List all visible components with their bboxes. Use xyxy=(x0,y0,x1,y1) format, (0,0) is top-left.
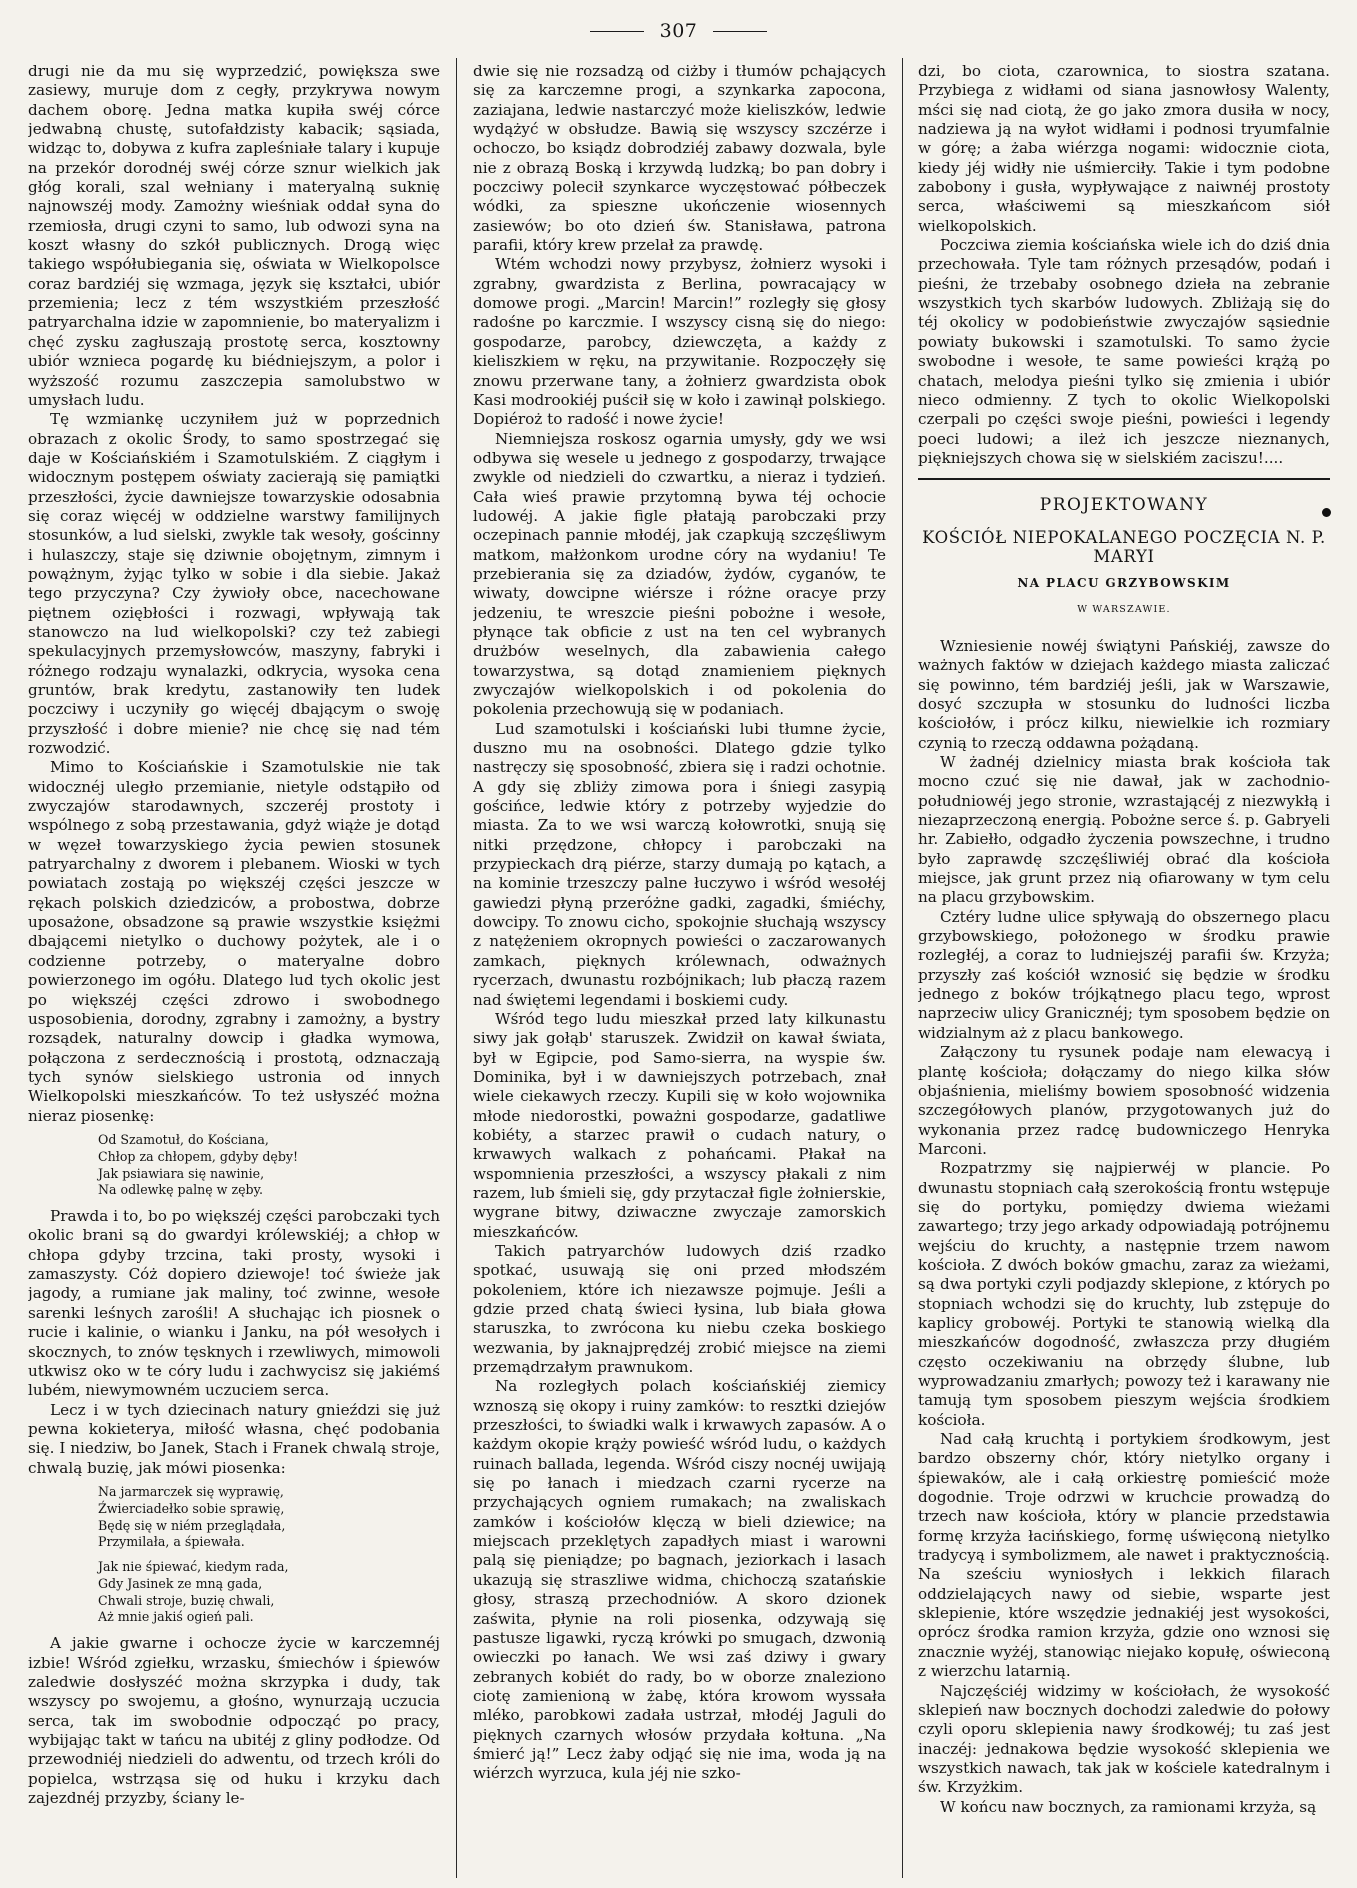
verse-line: Chłop za chłopem, gdyby dęby! xyxy=(98,1148,299,1164)
paragraph: Tę wzmiankę uczyniłem już w poprzednich obrazach z okolic Środy, to samo spostrzegać się daje w Kościańskiém i Szamotulskiém. Z ciągłym i widocznym postępem oświaty zacierają się pamiątki przeszłości, życie dawniejsze towarzyskie odosabnia się coraz więcéj w oddzielne warstwy familijnych stosunków, a lud sielski, zwykle tak wesoły, gościnny i hulaszczy, staje się dziwnie obojętnym, zimnym i powążnym, żyjąc tylko w sobie i dla siebie. Jakaż tego przyczyna? Czy żywioły obce, nacechowane piętnem oziębłości i rozwagi, wpływają tak stanowczo na lud wielkopolski? czy też zabiegi spekulacyjnych przemysłowców, maszyny, fabryki i różnego rodzaju wynalazki, odkrycia, wysoka cena gruntów, brak kredytu, zastanowiły ten ludek poczciwy i uczyniły go więcéj dbającym o swoję przyszłość i dobre mienie? nie chcę się nad tém rozwodzić. xyxy=(28,410,440,758)
paragraph: Na rozległych polach kościańskiéj ziemicy wznoszą się okopy i ruiny zamków: to resztki dziejów przeszłości, to świadki walk i krwawych zapasów. A o każdym okopie krąży powieść wśród ludu, o każdych ruinach ballada, legenda. Wśród ciszy nocnéj uwijają się po łanach i miedzach czarni rycerze na przychających ogniem rumakach; na zwaliskach zamków i kościołów klęczą w bieli dziewice; na miejscach przeklętych zapadłych miast i warowni palą się pieniądze; po bagnach, jeziorkach i lasach ukazują się straszliwe widma, chichoczą szatańskie głosy, straszą przechodniów. A skoro dzionek zaświta, płynie na roli piosenka, odzywają się pastusze ligawki, ryczą krówki po smugach, dzwonią owieczki po łanach. We wsi zaś dziwy i gwary zebranych kobiét do rady, bo w oborze znaleziono ciotę zamienioną w żabę, która krowom wyssała mléko, parobkowi zadała ustrzał, młodéj Jaguli do pięknych czarnych włosów przydała kołtuna. „Na śmierć ją!” Lecz żaby odjąć się nie ima, woda ją na wiérzch wyrzuca, kula jéj nie szko- xyxy=(473,1377,886,1783)
article-subtitle: NA PLACU GRZYBOWSKIM xyxy=(1017,576,1231,591)
paragraph: Rozpatrzmy się najpierwéj w plancie. Po dwunastu stopniach całą szerokością frontu wstępuje się do portyku, pomiędzy dwiema wieżami zawartego; trzy jego arkady odpowiadają potrójnemu wejściu do kruchty, a następnie trzem nawom kościoła. Z dwóch boków gmachu, zaraz za wieżami, są dwa portyki czyli podjazdy sklepione, z których po stopniach wchodzi się do kruchty, lub zstępuje do kaplicy grobowéj. Portyki te stanowią wielką dla mieszkańców dogodność, zwłaszcza przy długiém często oczekiwaniu na obrzędy ślubne, lub wyprowadzaniu zmarłych; powozy też i karawany nie tamują tym sposobem pieszym wejścia środkiem kościoła. xyxy=(918,1159,1330,1429)
verse-line: Źwierciadełko sobie sprawię, xyxy=(98,1500,285,1516)
paragraph: Wtém wchodzi nowy przybysz, żołnierz wysoki i zgrabny, gwardzista z Berlina, powracający w domowe progi. „Marcin! Marcin!” rozległy się głosy radośne po karczmie. I wszyscy cisną się do niego: gospodarze, parobcy, dziewczęta, a każdy z kieliszkiem w ręku, na przywitanie. Rozpoczęły się znowu przerwane tany, a żołnierz gwardzista obok Kasi modrookiéj puścił się w koło i zawinął polskiego. Dopiéroż to radość i nowe życie! xyxy=(473,255,886,429)
paragraph: dwie się nie rozsadzą od ciżby i tłumów pchających się za karczemne progi, a szynkarka zapocona, zaziajana, ledwie nastarczyć może kieliszków, ledwie wydążyć w obsłudze. Bawią się wszyscy szczérze i ochoczo, bo ksiądz dobrodziéj zabawy dozwala, byle nie z obrazą Boską i krzywdą ludzką; bo pan dobry i poczciwy polecił szynkarce wyczęstować półbeczek wódki, za spieszne ukończenie wiosennych zasiewów; bo oto dzień św. Stanisława, patrona parafii, który krew przelał za prawdę. xyxy=(473,62,886,255)
paragraph: drugi nie da mu się wyprzedzić, powiększa swe zasiewy, muruje dom z cegły, przykrywa nowym dachem oborę. Jedna matka kupiła swéj córce jedwabną chustę, sutofałdzisty kabacik; sąsiada, widząc to, dobywa z kufra zapleśniałe talary i kupuje na przekór dorodnéj swéj córze sznur wielkich jak głóg korali, szal wełniany i materyalną suknię najnowszéj mody. Zamożny wieśniak oddał syna do rzemiosła, drugi czyni to samo, lub odwozi syna na koszt własny do szkół publicznych. Drogą więc takiego współubiegania się, oświata w Wielkopolsce coraz bardziéj się wzmaga, język się kształci, ubiór przemienia; lecz z tém wszystkiém przeszłość patryarchalna idzie w zapomnienie, bo materyalizm i chęć zysku zagłuszają prostotę serca, kosztowny ubiór wznieca pogardę ku biédniejszym, a polor i wyższość rozumu zaszczepia samolubstwo w umysłach ludu. xyxy=(28,62,440,409)
verse-line: Jak psiawiara się nawinie, xyxy=(98,1165,265,1181)
header-rule-right xyxy=(713,31,767,32)
article-divider xyxy=(918,478,1330,480)
paragraph: Mimo to Kościańskie i Szamotulskie nie tak widocznéj uległo przemianie, nietyle odstąpiło od zwyczajów starodawnych, szczeréj prostoty i wspólnego z sobą przestawania, gdyż wiąże je dotąd w węzeł towarzyskiego życia pewien stosunek patryarchalny z dworem i plebanem. Wioski w tych powiatach zostają po większéj części jeszcze w rękach polskich dziedziców, a probostwa, dobrze uposażone, obsadzone są prawie wszystkie księżmi dbającemi nietylko o duchowy pożytek, ale i o codzienne potrzeby, o materyalne dobro powierzonego im ogółu. Dlatego lud tych okolic jest po większéj części zdrowo i swobodnego usposobienia, dorodny, zgrabny i zamożny, a bystry rozsądek, naturalny dowcip i gładka wymowa, połączona z serdecznością i prostotą, odznaczają tych synów sielskiego ustronia od innych Wielkopolski mieszkańców. To też usłyszéć można nieraz piosenkę: xyxy=(28,758,440,1125)
verse-line: Jak nie śpiewać, kiedym rada, xyxy=(98,1559,289,1575)
article-title: KOŚCIÓŁ NIEPOKALANEGO POCZĘCIA N. P. MARYI xyxy=(922,527,1326,566)
page-header xyxy=(0,14,1357,48)
stanza xyxy=(98,1132,440,1199)
page-number: 307 xyxy=(659,20,698,42)
verse-line: Gdy Jasinek ze mną gada, xyxy=(98,1575,263,1591)
paragraph: Poczciwa ziemia kościańska wiele ich do dziś dnia przechowała. Tyle tam różnych przesądów, podań i pieśni, że trzebaby osobnego dzieła na zebranie wszystkich tych skarbów ludowych. Zbliżają się do téj okolicy w podobieństwie zwyczajów sąsiednie powiaty bukowski i szamotulski. To samo życie swobodne i wesołe, te same powieści krążą po chatach, melodya pieśni tylko się zmienia i ubiór nieco odmienny. Z tych to okolic Wielkopolski czerpali po części swoje pieśni, powieści i legendy poeci ludowi; a ileż ich jeszcze nieznanych, piękniejszych chowa się w sielskiém zaciszu!.... xyxy=(918,236,1330,467)
verse-line: Na jarmarczek się wyprawię, xyxy=(98,1483,284,1499)
verse-line: Aż mnie jakiś ogień pali. xyxy=(98,1609,254,1625)
verse-line: Od Szamotuł, do Kościana, xyxy=(98,1131,269,1147)
article-kicker: PROJEKTOWANY xyxy=(1039,495,1209,516)
stanza xyxy=(98,1559,440,1626)
paragraph: Cztéry ludne ulice spływają do obszernego placu grzybowskiego, położonego w środku prawie rozległéj, a coraz to ludniejszéj parafii św. Krzyża; przyszły zaś kościół wznosić się będzie w środku jednego z boków trójkątnego placu tego, wprost naprzeciw ulicy Granicznéj; tym sposobem będzie on widzialnym aż z placu bankowego. xyxy=(918,907,1330,1042)
column-2 xyxy=(473,62,886,1874)
verse-line: Przymilała, a śpiewała. xyxy=(98,1534,245,1550)
column-divider-left xyxy=(456,58,457,1878)
paragraph: Wzniesienie nowéj świątyni Pańskiéj, zawsze do ważnych faktów w dziejach każdego miasta zaliczać się powinno, tém bardziéj jeśli, jak w Warszawie, dosyć szczupła w stosunku do ludności liczba kościołów, i prócz kilku, niewielkie ich rozmiary czynią to rzeczą oddawna pożądaną. xyxy=(918,636,1330,752)
paragraph: W żadnéj dzielnicy miasta brak kościoła tak mocno czuć się nie dawał, jak w zachodnio-południowéj jego stronie, wzrastającéj z niezwykłą i niezaprzeczoną energią. Pobożne serce ś. p. Gabryeli hr. Zabiełło, odgadło życzenia powszechne, i trudno było zaprawdę szczęśliwiéj obrać dla kościoła miejsce, jak grunt przez nią ofiarowany w tym celu na placu grzybowskim. xyxy=(918,753,1330,907)
paragraph: Najczęściéj widzimy w kościołach, że wysokość sklepień naw bocznych dochodzi zaledwie do połowy czyli oporu sklepienia nawy środkowéj; tu zaś jest inaczéj: jednakowa będzie wysokość sklepienia we wszystkich nawach, tak jak w kościele katedralnym i św. Krzyżkim. xyxy=(918,1681,1330,1797)
paragraph: dzi, bo ciota, czarownica, to siostra szatana. Przybiega z widłami od siana jasnowłosy Walenty, mści się nad ciotą, że go jako zmora dusiła w nocy, nadziewa ją na wyłot widłami i podnosi tryumfalnie w górę; a żaba wiérzga nogami: widocznie ciota, kiedy jéj widły nie uśmierciły. Takie i tym podobne zabobony i gusła, wypływające z naiwnéj prostoty serca, właściwemi są mieszkańcom siół wielkopolskich. xyxy=(918,62,1330,235)
column-divider-right xyxy=(902,58,903,1878)
verse-line: Będę się w niém przeglądała, xyxy=(98,1517,286,1533)
paragraph: Lecz i w tych dziecinach natury gnieździ się już pewna kokieterya, miłość własna, chęć podobania się. I niedziw, bo Janek, Stach i Franek chwalą stroje, chwalą buzię, jak mówi piosenka: xyxy=(28,1400,440,1477)
paragraph: Wśród tego ludu mieszkał przed laty kilkunastu siwy jak gołąb' staruszek. Zwidził on kawał świata, był w Egipcie, pod Samo-sierra, na wyspie św. Dominika, był i w dawniejszych potrzebach, znał wiele ciekawych rzeczy. Kupili się w koło wojownika młode niedorostki, poważni gospodarze, gadatliwe kobiéty, a starzec prawił o cudach natury, o krwawych walkach z pohańcami. Płakał na wspomnienia przeszłości, a wszyscy płakali z nim razem, lub śmieli się, gdy przytaczał figle żołnierskie, wygrane bitwy, dziwaczne zwyczaje zamorskich mieszkańców. xyxy=(473,1009,886,1241)
song-verse xyxy=(98,1484,440,1626)
paragraph: Prawda i to, bo po większéj części parobczaki tych okolic brani są do gwardyi królewskiéj; a chłop w chłopa gdyby trzcina, taki prosty, wysoki i zamaszysty. Cóż dopiero dziewoje! toć świeże jak jagody, a rumiane jak maliny, toć zwinne, wesołe sarenki leśnych zarośli! A słuchając ich piosnek o rucie i kalinie, o wianku i Janku, na pół wesołych i skocznych, to znów tęsknych i rzewliwych, mimowoli utkwisz oko w te córy ludu i zachwycisz się jakiémś lubém, niewymowném uczuciem serca. xyxy=(28,1207,440,1400)
paragraph: A jakie gwarne i ochocze życie w karczemnéj izbie! Wśród zgiełku, wrzasku, śmiechów i śpiewów zaledwie dosłyszéć można skrzypka i dudy, tak wszyscy po swojemu, a głośno, wynurzają uczucia serca, tak im swobodnie odpocząć po pracy, wybijając takt w tańcu na ubitéj z gliny podłodze. Od przewodniéj niedzieli do adwentu, od trzech króli do popielca, wstrząsa się od huku i krzyku dach zajezdnéj przyzby, ściany le- xyxy=(28,1634,440,1808)
paragraph: W końcu naw bocznych, za ramionami krzyża, są xyxy=(940,1797,1317,1816)
paragraph: Nad całą kruchtą i portykiem środkowym, jest bardzo obszerny chór, który nietylko organy i śpiewaków, ale i całą orkiestrę pomieścić może dogodnie. Troje odrzwi w kruchcie prowadzą do trzech naw kościoła, który w plancie przedstawia formę krzyża łacińskiego, formę uświęconą nietylko tradycyą i symbolizmem, ale nawet i praktycznością. Na sześciu wyniosłych i lekkich filarach oddzielających nawy od siebie, wsparte jest sklepienie, które wszędzie jednakiéj jest wysokości, oprócz środka ramion krzyża, gdzie ono wznosi się znacznie wyżéj, stanowiąc niejako kopułę, oświeconą z wierzchu latarnią. xyxy=(918,1430,1330,1681)
stanza xyxy=(98,1484,440,1551)
paragraph: Lud szamotulski i kościański lubi tłumne życie, duszno mu na osobności. Dlatego gdzie tylko nastręczy się sposobność, zbiera się i radzi ochotnie. A gdy się zbliży zimowa pora i śniegi zasypią gościńce, ledwie który z potrzeby wyjedzie do miasta. Za to we wsi warczą kołowrotki, snują się nitki przędzone, chłopcy i parobczaki na przypieckach drą piérze, starzy dumają po kątach, a na kominie trzeszczy palne łuczywo i wśród wesołéj gawiedzi płyną przeróżne gadki, zagadki, śmiéchy, dowcipy. To znowu cicho, spokojnie słuchają wszyscy z natężeniem okropnych powieści o zaczarowanych zamkach, pięknych królewnach, odważnych rycerzach, dwunastu rozbójnikach; lub płaczą razem nad świętemi legendami i boskiemi cudy. xyxy=(473,719,886,1009)
verse-line: Na odlewkę palnę w zęby. xyxy=(98,1182,264,1198)
verse-line: Chwali stroje, buzię chwali, xyxy=(98,1592,275,1608)
column-1 xyxy=(28,62,440,1874)
article-place: W WARSZAWIE. xyxy=(1077,603,1171,615)
song-verse xyxy=(98,1132,440,1199)
paragraph: Załączony tu rysunek podaje nam elewacyą i plantę kościoła; dołączamy do niego kilka słów objaśnienia, mieliśmy bowiem sposobność widzenia szczegółowych planów, przygotowanych już do wykonania przez radcę budowniczego Henryka Marconi. xyxy=(918,1043,1330,1158)
paragraph: Takich patryarchów ludowych dziś rzadko spotkać, usuwają się oni przed młodszém pokoleniem, które ich niezawsze pojmuje. Jeśli a gdzie przed chatą świeci łysina, lub biała głowa staruszka, to zwrócona ku niebu czeka boskiego wezwania, by jaknajprędzéj zrobić miejsce na ziemi przemądrzałym prawnukom. xyxy=(473,1241,886,1377)
paragraph: Niemniejsza roskosz ogarnia umysły, gdy we wsi odbywa się wesele u jednego z gospodarzy, trwające zwykle od niedzieli do czwartku, a nieraz i tydzień. Cała wieś prawie przytomną bywa téj ochocie ludowéj. A jakie figle płatają parobczaki przy oczepinach pannie młodéj, jak czapkują szczęśliwym matkom, małżonkom urodne córy na wydaniu! Te przebierania się za dziadów, żydów, cyganów, te wiwaty, dowcipne wiérsze i różne oracye przy jedzeniu, te wreszcie pieśni pobożne i wesołe, płynące tak obficie z ust na ten cel wybranych drużbów weselnych, dla zabawienia całego towarzystwa, są dotąd znamieniem pięknych zwyczajów wielkopolskich i od pokolenia do pokolenia przechowują się w podaniach. xyxy=(473,429,886,719)
header-rule-left xyxy=(590,31,644,32)
column-3 xyxy=(918,62,1330,1874)
